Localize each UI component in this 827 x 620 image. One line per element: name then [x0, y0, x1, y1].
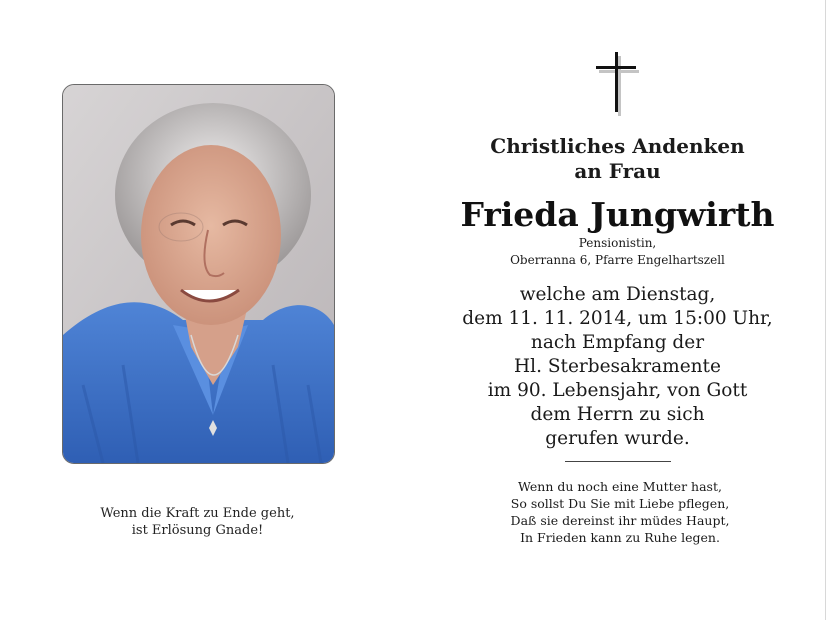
- heading-line: Christliches Andenken: [490, 134, 745, 158]
- announcement-line: welche am Dienstag,: [519, 284, 716, 305]
- left-quote-line: Wenn die Kraft zu Ende geht,: [100, 506, 295, 521]
- address: Oberranna 6, Pfarre Engelhartszell: [510, 253, 725, 267]
- left-quote-line: ist Erlösung Gnade!: [131, 523, 264, 538]
- poem-line: Wenn du noch eine Mutter hast,: [518, 479, 722, 494]
- poem-line: In Frieden kann zu Ruhe legen.: [520, 530, 720, 545]
- announcement-line: dem 11. 11. 2014, um 15:00 Uhr,: [462, 308, 773, 329]
- announcement-line: dem Herrn zu sich: [530, 404, 705, 425]
- left-quote: [62, 505, 333, 539]
- poem-line: So sollst Du Sie mit Liebe pflegen,: [510, 496, 730, 511]
- heading-line: an Frau: [574, 159, 661, 183]
- announcement-text: [445, 283, 790, 451]
- announcement-line: nach Empfang der: [530, 332, 705, 353]
- announcement-line: Hl. Sterbesakramente: [514, 356, 721, 377]
- poem-line: Daß sie dereinst ihr müdes Haupt,: [510, 513, 730, 528]
- page-edge-line: [825, 0, 826, 620]
- occupation: Pensionistin,: [578, 236, 657, 250]
- deceased-name: Frieda Jungwirth: [460, 195, 775, 234]
- divider: [565, 461, 671, 462]
- portrait-photo: [62, 84, 335, 464]
- announcement-line: im 90. Lebensjahr, von Gott: [487, 380, 748, 401]
- poem: [470, 478, 770, 546]
- announcement-line: gerufen wurde.: [545, 428, 690, 449]
- heading: [455, 134, 780, 184]
- cross-icon: [592, 50, 640, 116]
